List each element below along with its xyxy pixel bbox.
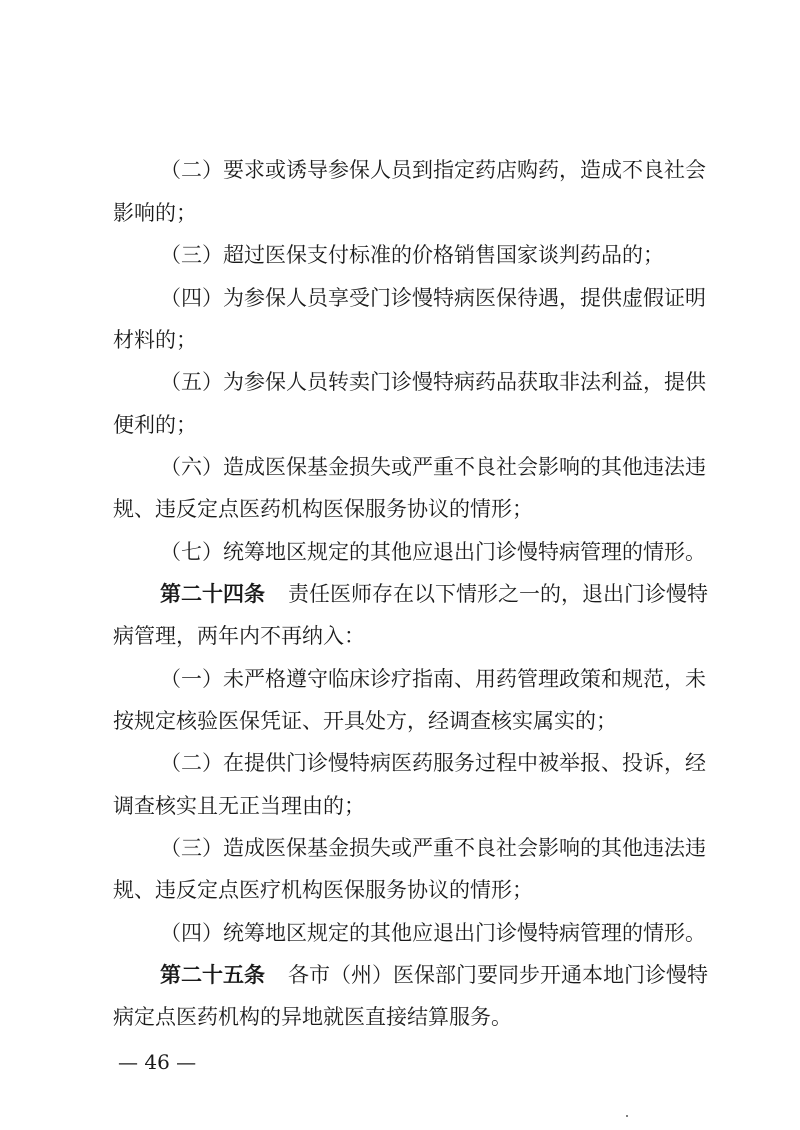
paragraph-line: （三）造成医保基金损失或严重不良社会影响的其他违法违	[160, 836, 706, 860]
paragraph-line: （六）造成医保基金损失或严重不良社会影响的其他违法违	[160, 455, 706, 479]
paragraph-line: （四）统筹地区规定的其他应退出门诊慢特病管理的情形。	[160, 921, 706, 945]
paragraph-line: 按规定核验医保凭证、开具处方，经调查核实属实的；	[113, 709, 617, 733]
paragraph-line: 材料的；	[113, 328, 197, 352]
paragraph-line: （二）要求或诱导参保人员到指定药店购药，造成不良社会	[160, 158, 706, 182]
article-heading: 第二十五条	[160, 963, 265, 987]
paragraph-line: 调查核实且无正当理由的；	[113, 794, 365, 818]
scan-speck	[626, 1115, 628, 1117]
article-25-first-line	[160, 961, 708, 989]
page-number: — 46 —	[118, 1050, 197, 1074]
article-heading: 第二十四条	[160, 582, 265, 606]
paragraph-line: （七）统筹地区规定的其他应退出门诊慢特病管理的情形。	[160, 540, 706, 564]
paragraph-line: 病管理，两年内不再纳入：	[113, 624, 365, 648]
paragraph-line: （三）超过医保支付标准的价格销售国家谈判药品的；	[160, 243, 664, 267]
paragraph-line: 责任医师存在以下情形之一的，退出门诊慢特	[288, 582, 708, 606]
paragraph-line: 规、违反定点医药机构医保服务协议的情形；	[113, 497, 533, 521]
paragraph-line: 影响的；	[113, 201, 197, 225]
paragraph-line: （五）为参保人员转卖门诊慢特病药品获取非法利益，提供	[160, 370, 706, 394]
paragraph-line: （二）在提供门诊慢特病医药服务过程中被举报、投诉，经	[160, 751, 706, 775]
paragraph-line: 病定点医药机构的异地就医直接结算服务。	[113, 1005, 512, 1029]
article-24-first-line	[160, 580, 708, 608]
paragraph-line: 各市（州）医保部门要同步开通本地门诊慢特	[288, 963, 708, 987]
paragraph-line: （四）为参保人员享受门诊慢特病医保待遇，提供虚假证明	[160, 286, 706, 310]
paragraph-line: 规、违反定点医疗机构医保服务协议的情形；	[113, 878, 533, 902]
paragraph-line: 便利的；	[113, 413, 197, 437]
paragraph-line: （一）未严格遵守临床诊疗指南、用药管理政策和规范，未	[160, 667, 706, 691]
